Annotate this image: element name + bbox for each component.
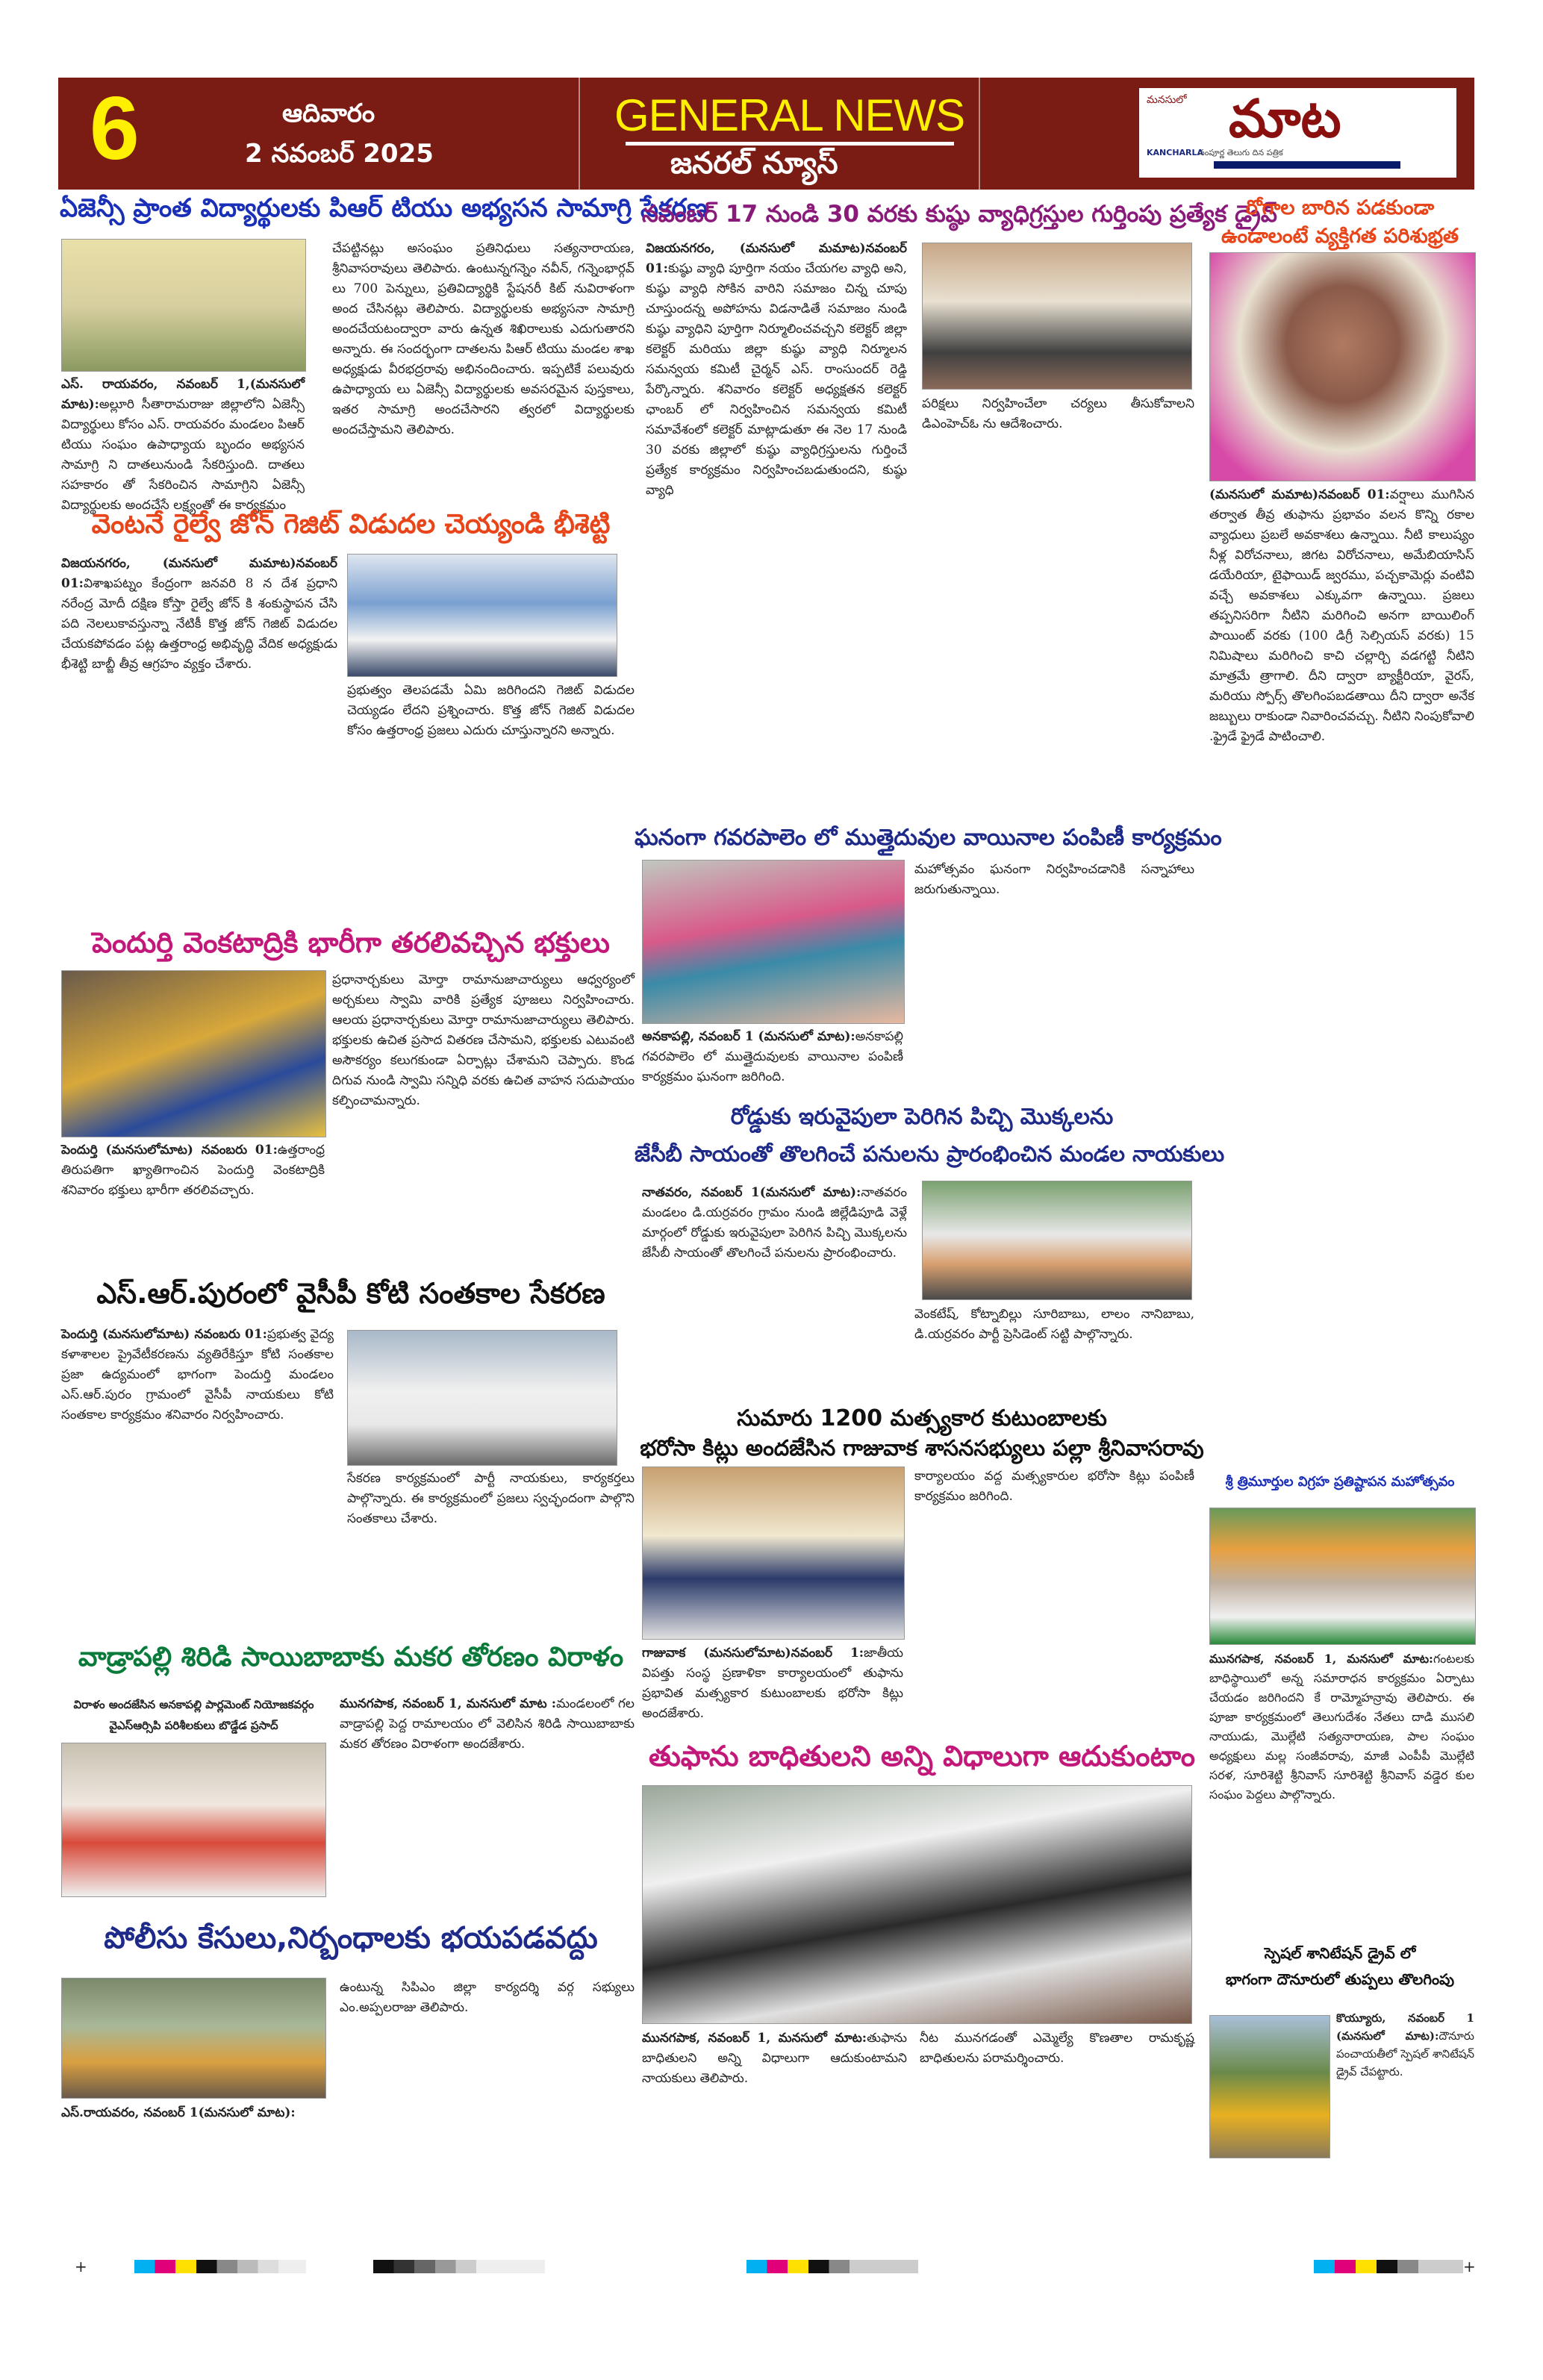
logo-brand: KANCHARLA bbox=[1147, 148, 1204, 157]
masthead bbox=[58, 78, 1474, 190]
headline: పోలీసు కేసులు,నిర్బంధాలకు భయపడవద్దు bbox=[104, 1921, 598, 1955]
headline: ఘనంగా గవరపాలెం లో ముత్తైదువుల వాయినాల పంపిణీ కార్యక్రమం bbox=[635, 825, 1222, 851]
article-body bbox=[1209, 485, 1474, 1463]
headline: నవంబర్ 17 నుండి 30 వరకు కుష్ఠు వ్యాధిగ్రస్తుల గుర్తింపు ప్రత్యేక డ్రైవ్ bbox=[642, 201, 1277, 228]
headline-line-2: భరోసా కిట్లు అందజేసిన గాజువాక శాసనసభ్యులు పల్లా శ్రీనివాసరావు bbox=[640, 1435, 1204, 1461]
headline: రోడ్డుకు ఇరువైపులా పెరిగిన పిచ్చి మొక్కలను bbox=[730, 1104, 1114, 1130]
dateline: మునగపాక, నవంబర్ 1, మనసులో మాట : bbox=[340, 1696, 557, 1711]
crosshair-mark-icon: + bbox=[75, 2258, 87, 2276]
article-text: గంటలకు బాధిస్థాయిలో అన్న సమారాధన కార్యక్రమం ఏర్పాటు చేయడం జరిగిందని కే రామ్మోహన్రావు తెలిపారు. ఈ పూజా కార్యక్రమంలో తెలుగుదేశం నేతలు దాడి ముసలి నాయుడు, మొల్లేటి సత్యనారాయణ, పాల సంఘం అధ్యక్షులు మల్ల సంజీవరావు, మాజీ ఎంపీపీ మొల్లేటి సరళ, సూరిశెట్టి శ్రీనివాస్ సూరిశెట్టి శ్రీనివాస్ వడ్డెర కుల సంఘం పెద్దలు పాల్గొన్నారు. bbox=[1209, 1652, 1474, 1802]
article-body bbox=[642, 2028, 907, 2245]
headline-line-2: జేసీబీ సాయంతో తొలగించే పనులను ప్రారంభించిన మండల నాయకులు bbox=[635, 1141, 1225, 1166]
gray-bar bbox=[373, 2260, 545, 2273]
headline: పెందుర్తి వెంకటాద్రికి భారీగా తరలివచ్చిన భక్తులు bbox=[92, 926, 610, 959]
article-body: కార్యాలయం వద్ద మత్స్యకారుల భరోసా కిట్లు పంపిణీ కార్యక్రమం జరిగింది. bbox=[914, 1469, 1194, 1504]
page-number: 6 bbox=[90, 78, 140, 178]
article-text: వర్షాలు ముగిసిన తర్వాత తీవ్ర తుఫాను ప్రభావం వలన కొన్ని రకాల వ్యాధులు ప్రబలే అవకాశలు ఉన్నాయి. నీటి కాలుష్యం నీళ్ల విరోచనాలు, జిగట విరోచనాలు, అమేబియాసిస్ డయేరియా, టైఫాయిడ్ జ్వరము, పచ్చకామెర్లు వంటివి వచ్చే అవకాశలు ఎక్కువగా ఉన్నాయి. ప్రజలు తప్పనిసరిగా నీటిని మరిగించి అనగా బాయిలింగ్ పాయింట్ వరకు (100 డిగ్రీ సెల్సియస్ వరకు) 15 నిమిషాలు మరిగించి కాచి చల్లార్చి వడగట్టి నీటిని మాత్రమే త్రాగాలి. దీని ద్వారా బ్యాక్టీరియా, వైరస్, మరియు స్పోర్స్ తొలగింపబడతాయి దీని ద్వారా అనేక జబ్బులు రాకుండా నివారించవచ్చు. నీటిని నింపుకోవాలి .ఫ్రైడే ఫ్రైడే పాటించాలి. bbox=[1209, 487, 1474, 744]
logo-tagline: సంపూర్ణ తెలుగు దిన పత్రిక bbox=[1199, 148, 1283, 157]
logo-main-text: మాట bbox=[1229, 88, 1341, 149]
news-photo bbox=[347, 554, 617, 677]
article-body bbox=[642, 1027, 903, 1098]
crosshair-mark-icon: + bbox=[1463, 2258, 1476, 2276]
news-photo bbox=[922, 243, 1192, 390]
news-photo bbox=[642, 1467, 905, 1640]
article-body bbox=[340, 1694, 635, 1911]
news-photo bbox=[1209, 2015, 1330, 2158]
article-body bbox=[646, 239, 907, 828]
section-title-telugu: జనరల్ న్యూస్ bbox=[670, 146, 838, 181]
article-text: ప్రభుత్వ వైద్య కళాశాలల ప్రైవేటీకరణను వ్యతిరేకిస్తూ కోటి సంతకాల ప్రజా ఉద్యమంలో భాగంగా పెందుర్తి మండలం ఎస్.ఆర్.పురం గ్రామంలో వైసీపీ నాయకులు కోటి సంతకాల కార్యక్రమం శనివారం నిర్వహించారు. bbox=[61, 1327, 334, 1422]
article-text: దౌనూరు పంచాయతీలో స్పెషల్ శానిటేషన్ డ్రైవ్ చేపట్టారు. bbox=[1336, 2029, 1474, 2078]
article-body bbox=[1336, 2009, 1474, 2244]
dateline: (మనసులో మమాట)నవంబర్ 01: bbox=[1209, 487, 1390, 502]
headline-line-2: ఉండాలంటే వ్యక్తిగత పరిశుభ్రత bbox=[1221, 225, 1459, 248]
weekday: ఆదివారం bbox=[282, 99, 375, 128]
dateline: ఎస్. రాయవరం, నవంబర్ 1,(మనసులో మాట): bbox=[61, 377, 305, 412]
section-title-english: GENERAL NEWS bbox=[614, 90, 965, 140]
article-body: వెంకటేష్, కోట్నాబిల్లు సూరిబాబు, లాలం నానిబాబు, డి.యర్రవరం పార్టీ ప్రెసిడెంట్ సట్టి పాల్గొన్నారు. bbox=[914, 1307, 1194, 1342]
article-text: అనకాపల్లి గవరపాలెం లో ముత్తైదువులకు వాయినాల పంపిణీ కార్యక్రమం ఘనంగా జరిగింది. bbox=[642, 1029, 903, 1084]
dateline: మునగపాక, నవంబర్ 1, మనసులో మాట: bbox=[642, 2031, 867, 2046]
article-body bbox=[61, 1140, 325, 1275]
news-photo bbox=[61, 970, 326, 1137]
dateline: పెందుర్తి (మనసులోమాట) నవంబరు 01: bbox=[61, 1327, 267, 1342]
article-body: నీట మునగడంతో ఎమ్మెల్యే కొణతాల రామకృష్ణ బాధితులను పరామర్శించారు. bbox=[920, 2031, 1194, 2066]
article-body: సేకరణ కార్యక్రమంలో పార్టీ నాయకులు, కార్యకర్తలు పాల్గొన్నారు. ఈ కార్యక్రమంలో ప్రజలు స్వచ్ఛందంగా పాల్గొని సంతకాలు చేశారు. bbox=[347, 1471, 635, 1526]
newspaper-logo bbox=[1139, 88, 1456, 178]
news-photo bbox=[61, 239, 306, 372]
article-text: నాతవరం మండలం డి.యర్రవరం గ్రామం నుండి జిల్లేడిపూడి వెళ్లే మార్గంలో రోడ్డుకు ఇరువైపులా పెరిగిన పిచ్చి మొక్కలను జేసీబీ సాయంతో తొలగించే పనులను ప్రారంభించారు. bbox=[642, 1185, 907, 1261]
article-text: కుష్ఠు వ్యాధి పూర్తిగా నయం చేయగల వ్యాధి అని, కుష్ఠు వ్యాధి సోకిన వారిని సమాజం చిన్న చూపు చూస్తుందన్న అపోహను విడనాడితే సమాజం నుండి కుష్ఠు వ్యాధిని పూర్తిగా నిర్మూలించవచ్చని కలెక్టర్ జిల్లా కలెక్టర్ మరియు జిల్లా కుష్ఠు వ్యాధి నిర్మూలన సమన్వయ కమిటీ చైర్మన్ ఎస్. రాంసుందర్ రెడ్డి పేర్కొన్నారు. శనివారం కలెక్టర్ అధ్యక్షతన కలెక్టర్ ఛాంబర్ లో నిర్వహించిన సమన్వయ కమిటీ సమావేశంలో కలెక్టర్ మాట్లాడుతూ ఈ నెల 17 నుండి 30 వరకు జిల్లాలో కుష్ఠు వ్యాధిగ్రస్తులను గుర్తించే ప్రత్యేక కార్యక్రమం నిర్వహించబడుతుందని, కుష్ఠు వ్యాధి bbox=[646, 261, 907, 498]
article-text: ఉత్తరాంధ్ర తిరుపతిగా ఖ్యాతిగాంచిన పెందుర్తి వెంకటాద్రికి శనివారం భక్తులు భారీగా తరలివచ్చారు. bbox=[61, 1143, 325, 1198]
dateline: విజయనగరం, (మనసులో మమాట)నవంబర్ 01: bbox=[646, 241, 907, 276]
news-photo bbox=[61, 1743, 326, 1897]
article-body bbox=[61, 375, 305, 524]
logo-small-text: మనసులో bbox=[1147, 94, 1187, 106]
logo-bar bbox=[1214, 161, 1400, 169]
dateline: మునగపాక, నవంబర్ 1, మనసులో మాట: bbox=[1209, 1652, 1433, 1666]
dateline: నాతవరం, నవంబర్ 1(మనసులో మాట): bbox=[642, 1185, 861, 1200]
article-body bbox=[61, 554, 337, 927]
headline: వాడ్రాపల్లి శిరిడి సాయిబాబాకు మకర తోరణం విరాళం bbox=[78, 1642, 624, 1672]
headline: తుఫాను బాధితులని అన్ని విధాలుగా ఆదుకుంటాం bbox=[649, 1740, 1195, 1772]
headline: స్పెషల్ శానిటేషన్ డ్రైవ్ లో bbox=[1264, 1944, 1416, 1962]
news-photo bbox=[642, 860, 905, 1024]
masthead-divider bbox=[979, 78, 980, 190]
dateline: అనకాపల్లి, నవంబర్ 1 (మనసులో మాట): bbox=[642, 1029, 855, 1044]
article-body bbox=[642, 1183, 907, 1377]
article-body: పరిక్షలు నిర్వహించేలా చర్యలు తీసుకోవాలని డిఎంహెచ్ఓ ను ఆదేశించారు. bbox=[922, 396, 1194, 431]
article-text: అల్లూరి సీతారామరాజు జిల్లాలోని ఏజెన్సీ విద్యార్థులు కోసం ఎస్. రాయవరం మండలం పిఆర్ టియు సంఘం ఉపాధ్యాయ బృందం అభ్యసన సామాగ్రి ని దాతలునుండి సేకరిస్తుంది. దాతలు సహకారం తో సేకరించిన సామాగ్రిని ఏజెన్సీ విద్యార్థులకు అందచేసే లక్ష్యంతో ఈ కార్యక్రమం bbox=[61, 397, 305, 513]
headline: సుమారు 1200 మత్స్యకార కుటుంబాలకు bbox=[737, 1405, 1107, 1431]
headline: శ్రీ త్రిమూర్తుల విగ్రహ ప్రతిష్టాపన మహోత్సవం bbox=[1225, 1474, 1455, 1490]
news-photo bbox=[1209, 1508, 1476, 1645]
article-body: ఉంటున్న సిపిఎం జిల్లా కార్యదర్శి వర్గ సభ్యులు ఎం.అప్పలరాజు తెలిపారు. bbox=[340, 1980, 635, 2015]
article-body: ప్రభుత్వం తెలపడమే ఏమి జరిగిందని గెజిట్ విడుదల చెయ్యడం లేదని ప్రశ్నించారు. కొత్త జోన్ గెజిట్ విడుదల కోసం ఉత్తరాంధ్ర ప్రజలు ఎదురు చూస్తున్నారని అన్నారు. bbox=[347, 683, 635, 738]
section-underline bbox=[626, 142, 954, 146]
headline-line-2: భాగంగా దౌనూరులో తుప్పలు తొలగింపు bbox=[1225, 1970, 1455, 1988]
color-bar bbox=[1314, 2260, 1463, 2273]
dateline: విజయనగరం, (మనసులో మమాట)నవంబర్ 01: bbox=[61, 556, 337, 591]
subheadline: విరాళం అందజేసిన అనకాపల్లి పార్లమెంట్ నియోజకవర్గం వైఎస్ఆర్సిపి పరిశీలకులు బొడ్డేడ ప్రసాద్ bbox=[73, 1698, 314, 1732]
article-text: మండలంలో గల వాడ్రాపల్లి పెద్ద రామాలయం లో వెలిసిన శిరిడి సాయిబాబాకు మకర తోరణం విరాళంగా అందజేశారు. bbox=[340, 1696, 635, 1752]
headline: రోగాల బారిన పడకుండా bbox=[1245, 196, 1435, 219]
masthead-divider bbox=[579, 78, 580, 190]
article-body bbox=[1209, 1649, 1474, 1933]
article-body: చేపట్టినట్లు అసంఘం ప్రతినిధులు సత్యనారాయణ, శ్రీనివాసరావులు తెలిపారు. ఉంటున్నగన్నెం నవీన్, గన్నెంభార్గవ్ లు 700 పెన్నులు, ప్రతివిద్యార్థికి స్టేషనరీ కిట్ నువిరాళంగా అంద చేసినట్లు తెలిపారు. విద్యార్థులకు అభ్యసనా సామాగ్రి అందచేయటంద్వారా వారు ఉన్నత శిఖిరాలుకు ఎదుగుతారని అన్నారు. ఈ సందర్భంగా దాతలను పిఆర్ టియు మండల శాఖ అధ్యక్షుడు వీరభద్రరావు అభినందించారు. ఇప్పటికే పలువురు ఉపాధ్యాయ లు ఏజెన్సీ విద్యార్థులకు అవసరమైన పుస్తకాలు, ఇతర సామాగ్రి అందచేసారని త్వరలో విద్యార్థులకు అందచేస్తామని తెలిపారు. bbox=[332, 241, 635, 437]
article-body bbox=[642, 1643, 903, 1748]
article-body bbox=[61, 1325, 334, 1608]
headline: వెంటనే రైల్వే జోన్ గెజిట్ విడుదల చెయ్యండి భీశెట్టి bbox=[91, 509, 611, 540]
dateline: ఎస్.రాయవరం, నవంబర్ 1(మనసులో మాట): bbox=[61, 2105, 296, 2120]
dateline: పెందుర్తి (మనసులోమాట) నవంబరు 01: bbox=[61, 1143, 278, 1158]
issue-date: 2 నవంబర్ 2025 bbox=[245, 139, 434, 169]
news-photo bbox=[61, 1978, 326, 2099]
headline: ఏజెన్సీ ప్రాంత విద్యార్థులకు పిఆర్ టియు అభ్యసన సామాగ్రి సేకరణ bbox=[60, 193, 708, 223]
dateline: కొయ్యూరు, నవంబర్ 1 (మనసులో మాట): bbox=[1336, 2011, 1474, 2043]
news-photo bbox=[347, 1330, 617, 1466]
color-bar bbox=[134, 2260, 306, 2273]
dateline: గాజువాక (మనసులోమాట)నవంబర్ 1: bbox=[642, 1646, 864, 1661]
article-text: విశాఖపట్నం కేంద్రంగా జనవరి 8 న దేశ ప్రధాని నరేంద్ర మోదీ దక్షిణ కోస్తా రైల్వే జోన్ కి శంకుస్థాపన చేసి పది నెలలుకావస్తున్నా నేటికీ కొత్త జోన్ గెజిట్ విడుదల చేయకపోవడం పట్ల ఉత్తరాంధ్ర అభివృద్ధి వేదిక అధ్యక్షుడు భీశెట్టి బాబ్జీ తీవ్ర ఆగ్రహం వ్యక్తం చేశారు. bbox=[61, 576, 337, 672]
article-text: జాతీయ విపత్తు సంస్థ ప్రణాళికా కార్యాలయంలో తుఫాను ప్రభావిత మత్స్యకార కుటుంబాలకు భరోసా కిట్లు అందజేశారు. bbox=[642, 1646, 903, 1721]
color-bar bbox=[746, 2260, 918, 2273]
article-body: ప్రధానార్చకులు మోర్తా రామానుజాచార్యులు ఆధ్వర్యంలో అర్చకులు స్వామి వారికి ప్రత్యేక పూజలు నిర్వహించారు. ఆలయ ప్రధానార్చకులు మోర్తా రామానుజాచార్యులు తెలిపారు. భక్తులకు ఉచిత ప్రసాద వితరణ చేసామని, భక్తులకు ఎటువంటి అసౌకర్యం కలుగకుండా ఏర్పాట్లు చేశామని చెప్పారు. కొండ దిగువ నుండి స్వామి సన్నిధి వరకు ఉచిత వాహన సదుపాయం కల్పించామన్నారు. bbox=[332, 972, 635, 1108]
article-body bbox=[61, 2103, 325, 2241]
article-text: తుఫాను బాధితులని అన్ని విధాలుగా ఆదుకుంటామని నాయకులు తెలిపారు. bbox=[642, 2031, 907, 2086]
article-body: మహోత్సవం ఘనంగా నిర్వహించడానికి సన్నాహాలు జరుగుతున్నాయి. bbox=[914, 862, 1194, 897]
headline: ఎస్.ఆర్.పురంలో వైసీపీ కోటి సంతకాల సేకరణ bbox=[96, 1277, 605, 1310]
news-photo bbox=[642, 1785, 1192, 2024]
portrait-photo bbox=[1209, 252, 1476, 481]
news-photo bbox=[922, 1181, 1192, 1300]
